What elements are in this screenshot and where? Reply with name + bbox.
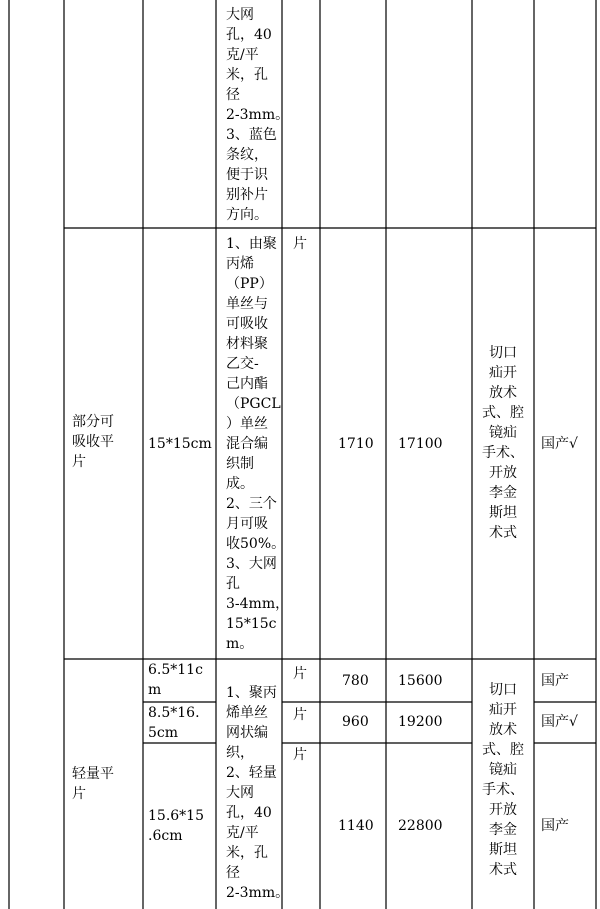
spec-line: 6.5*11c [148,662,203,678]
usage-line: 切口 [489,345,517,361]
desc-line: 2、轻量 [226,765,277,781]
usage-line: 疝开 [489,702,517,718]
desc-line: 己内酯 [226,376,268,392]
usage-line: 李金 [489,485,517,501]
partial-mesh-usage [472,343,534,543]
usage-line: 放术 [489,722,517,738]
desc-line: 径 [226,87,240,103]
name-line: 轻量平 [72,766,114,782]
name-line: 吸收平 [72,434,114,450]
spec-line: .6cm [148,828,183,844]
light-sub1-amount: 15600 [398,673,443,689]
usage-line: 式、腔 [482,742,524,758]
usage-line: 术式 [489,862,517,878]
desc-line: 织制 [226,456,254,472]
partial-mesh-spec: 15*15cm [148,436,212,452]
light-sub3-spec [148,806,204,846]
desc-line: 单丝与 [226,296,268,312]
usage-line: 镜疝 [489,762,517,778]
desc-line: 大网 [226,7,254,23]
desc-line: ）单丝 [226,416,268,432]
desc-line: 3、蓝色 [226,127,277,143]
desc-line: 成。 [226,476,254,492]
light-mesh-name [72,764,114,804]
desc-line: 米，孔 [226,845,268,861]
desc-line: 3-4mm， [226,596,290,612]
usage-line: 术式 [489,525,517,541]
light-sub2-spec [148,703,200,743]
light-sub2-unit: 片 [293,707,307,723]
light-sub1-spec [148,660,203,700]
desc-line: 2-3mm。 [226,885,290,901]
usage-line: 开放 [489,465,517,481]
desc-line: 2、三个 [226,496,277,512]
desc-line: 米，孔 [226,67,268,83]
desc-line: 别补片 [226,187,268,203]
desc-line: 可吸收 [226,316,268,332]
partial-mesh-description [226,234,289,654]
name-line: 片 [72,786,86,802]
name-line: 片 [72,454,86,470]
desc-line: 混合编 [226,436,268,452]
desc-line: 便于识 [226,167,268,183]
spec-line: 8.5*16. [148,705,200,721]
desc-line: 大网 [226,785,254,801]
desc-line: 材料聚 [226,336,268,352]
usage-line: 开放 [489,802,517,818]
desc-line: 3、大网 [226,556,277,572]
partial-mesh-amount: 17100 [398,436,443,452]
desc-line: 1、聚丙 [226,685,277,701]
usage-line: 疝开 [489,365,517,381]
usage-line: 斯坦 [489,842,517,858]
spec-line: m [148,682,162,698]
spec-line: 5cm [148,725,179,741]
light-sub1-origin: 国产 [541,673,569,689]
light-mesh-usage [472,680,534,880]
light-sub2-price: 960 [342,714,369,730]
usage-line: 放术 [489,385,517,401]
usage-line: 式、腔 [482,405,524,421]
light-sub1-unit: 片 [293,666,307,682]
light-sub2-amount: 19200 [398,714,443,730]
desc-line: 孔，40 [226,805,272,821]
name-line: 部分可 [72,414,114,430]
usage-line: 镜疝 [489,425,517,441]
partial-mesh-name [72,412,114,472]
desc-line: 月可吸 [226,516,268,532]
usage-line: 李金 [489,822,517,838]
desc-line: 丙烯 [226,256,254,272]
usage-line: 手术、 [482,445,524,461]
desc-line: 条纹， [226,147,268,163]
desc-line: 方向。 [226,207,268,223]
desc-line: 1、由聚 [226,236,277,252]
light-sub3-unit: 片 [293,747,307,763]
light-sub3-price: 1140 [338,818,374,834]
desc-line: 径 [226,865,240,881]
desc-line: 乙交- [226,356,259,372]
desc-line: 孔 [226,576,240,592]
light-sub3-amount: 22800 [398,818,443,834]
desc-line: 克/平 [226,47,259,63]
desc-line: （PP） [226,276,273,292]
desc-line: 孔，40 [226,27,272,43]
partial-mesh-origin: 国产√ [541,436,578,452]
light-mesh-description [226,683,289,903]
spec-line: 15.6*15 [148,808,204,824]
desc-line: 织， [226,745,254,761]
desc-line: 网状编 [226,725,268,741]
desc-line: 15*15c [226,616,277,632]
desc-line: 烯单丝 [226,705,268,721]
top-row-description [226,5,289,225]
desc-line: m。 [226,636,254,652]
desc-line: 收50%。 [226,536,286,552]
partial-mesh-unit: 片 [293,236,307,252]
usage-line: 手术、 [482,782,524,798]
desc-line: 2-3mm。 [226,107,290,123]
usage-line: 斯坦 [489,505,517,521]
light-sub3-origin: 国产 [541,818,569,834]
partial-mesh-price: 1710 [338,436,374,452]
desc-line: 克/平 [226,825,259,841]
usage-line: 切口 [489,682,517,698]
light-sub1-price: 780 [342,673,369,689]
desc-line: （PGCL [226,396,281,412]
light-sub2-origin: 国产√ [541,714,578,730]
